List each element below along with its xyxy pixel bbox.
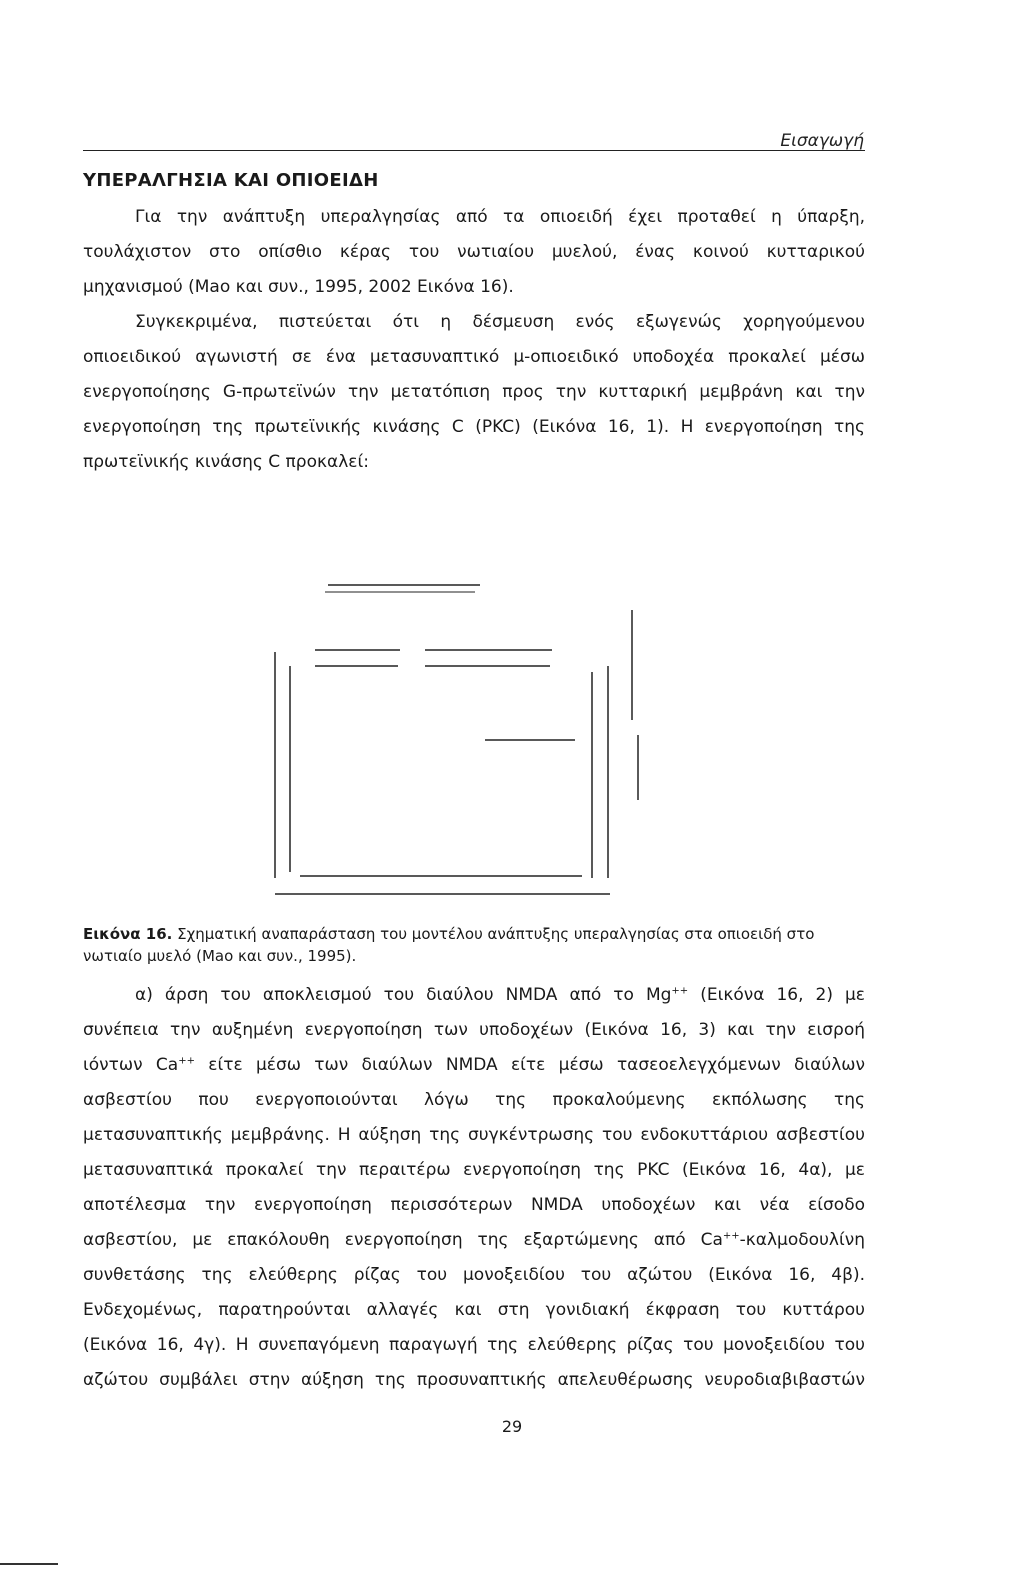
paragraph-line: Ενδεχομένως, παρατηρούνται αλλαγές και στη γονιδιακή έκφραση του κυττάρου	[83, 1300, 865, 1320]
paragraph-line: ασβεστίου, με επακόλουθη ενεργοποίηση της εξαρτώμενης από Ca++-καλμοδουλίνη	[83, 1230, 865, 1250]
paragraph-line: μηχανισμού (Mao και συν., 1995, 2002 Εικόνα 16).	[83, 277, 514, 297]
paragraph-line: αποτέλεσμα την ενεργοποίηση περισσότερων NMDA υποδοχέων και νέα είσοδο	[83, 1195, 865, 1215]
paragraph-line: ιόντων Ca++ είτε μέσω των διαύλων NMDA είτε μέσω τασεοελεγχόμενων διαύλων	[83, 1055, 865, 1075]
paragraph-line: οπιοειδικού αγωνιστή σε ένα μετασυναπτικό μ-οπιοειδικό υποδοχέα προκαλεί μέσω	[83, 347, 865, 367]
paragraph-line: ενεργοποίησης G-πρωτεϊνών την μετατόπιση προς την κυτταρική μεμβράνη και την	[83, 382, 865, 402]
paragraph-line: συνθετάσης της ελεύθερης ρίζας του μονοξειδίου του αζώτου (Εικόνα 16, 4β).	[83, 1265, 865, 1285]
paragraph-line: ασβεστίου που ενεργοποιούνται λόγω της προκαλούμενης εκπόλωσης της	[83, 1090, 865, 1110]
paragraph-line: Συγκεκριμένα, πιστεύεται ότι η δέσμευση ενός εξωγενώς χορηγούμενου	[135, 312, 865, 332]
caption-label: Εικόνα 16.	[83, 925, 173, 943]
paragraph-line: αζώτου συμβάλει στην αύξηση της προσυναπτικής απελευθέρωσης νευροδιαβιβαστών	[83, 1370, 865, 1390]
scan-edge-mark	[0, 1563, 58, 1565]
paragraph-line: συνέπεια την αυξημένη ενεργοποίηση των υποδοχέων (Εικόνα 16, 3) και την εισροή	[83, 1020, 865, 1040]
figure-caption	[83, 923, 865, 967]
figure-16-schematic	[270, 580, 650, 900]
caption-text: Σχηματική αναπαράσταση του μοντέλου ανάπτυξης υπεραλγησίας στα οπιοειδή στο νωτιαίο μυελό (Mao και συν., 1995).	[83, 925, 815, 965]
paragraph-line: μετασυναπτικής μεμβράνης. Η αύξηση της συγκέντρωσης του ενδοκυττάριου ασβεστίου	[83, 1125, 865, 1145]
paragraph-1	[83, 200, 865, 305]
paragraph-line: μετασυναπτικά προκαλεί την περαιτέρω ενεργοποίηση της PKC (Εικόνα 16, 4α), με	[83, 1160, 865, 1180]
paragraph-line: (Εικόνα 16, 4γ). Η συνεπαγόμενη παραγωγή της ελεύθερης ρίζας του μονοξειδίου του	[83, 1335, 865, 1355]
paragraph-line: τουλάχιστον στο οπίσθιο κέρας του νωτιαίου μυελού, ένας κοινού κυτταρικού	[83, 242, 865, 262]
header-rule	[83, 150, 865, 151]
paragraph-line: Για την ανάπτυξη υπεραλγησίας από τα οπιοειδή έχει προταθεί η ύπαρξη,	[135, 207, 865, 227]
page-number: 29	[501, 1417, 523, 1436]
running-header: Εισαγωγή	[780, 131, 864, 151]
paragraph-3	[83, 978, 865, 1398]
paragraph-line: ενεργοποίηση της πρωτεϊνικής κινάσης C (PKC) (Εικόνα 16, 1). Η ενεργοποίηση της	[83, 417, 865, 437]
paragraph-line: α) άρση του αποκλεισμού του διαύλου NMDA από το Mg++ (Εικόνα 16, 2) με	[135, 985, 865, 1005]
section-title: ΥΠΕΡΑΛΓΗΣΙΑ ΚΑΙ ΟΠΙΟΕΙΔΗ	[83, 170, 379, 191]
paragraph-line: πρωτεϊνικής κινάσης C προκαλεί:	[83, 452, 369, 472]
paragraph-2	[83, 305, 865, 480]
